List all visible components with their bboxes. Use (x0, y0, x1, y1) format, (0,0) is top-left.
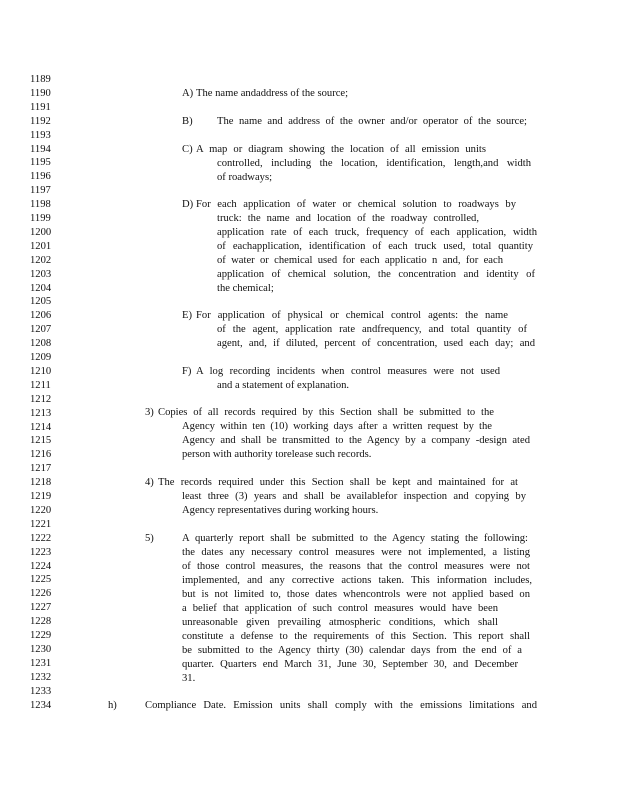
item-e-label: E) (182, 310, 192, 321)
line-number: 1192 (30, 115, 51, 127)
line-number: 1207 (30, 324, 52, 336)
line-number: 1215 (30, 435, 52, 447)
item-f-line-1: A log recording incidents when control measures were not used (196, 366, 500, 377)
line-number: 1227 (30, 602, 52, 614)
para-5-line-6: a belief that application of such control measures would have been (182, 603, 498, 614)
item-d-line-5: of water or chemical used for each applicatio n and, for each (217, 255, 503, 266)
line-number: 1217 (30, 463, 52, 475)
item-d-line-3: application rate of each truck, frequency of each application, width (217, 227, 537, 238)
line-number: 1205 (30, 296, 52, 308)
line-number: 1220 (30, 504, 52, 516)
item-c-label: C) (182, 144, 193, 155)
para-3-line-3: Agency and shall be transmitted to the Agency by a company -design ated (182, 435, 530, 446)
item-e-line-2: of the agent, application rate andfrequency, and total quantity of (217, 324, 527, 335)
item-c-line-1: A map or diagram showing the location of all emission units (196, 144, 486, 155)
line-number: 1195 (30, 157, 51, 169)
line-number: 1218 (30, 477, 52, 489)
line-number: 1221 (30, 518, 52, 530)
line-number: 1190 (30, 87, 51, 99)
item-a-line-1: The name andaddress of the source; (196, 88, 349, 99)
item-f-line-2: and a statement of explanation. (217, 380, 350, 391)
item-b-line-1: The name and address of the owner and/or operator of the source; (217, 116, 527, 127)
item-d-line-1: For each application of water or chemical solution to roadways by (196, 199, 516, 210)
line-number: 1193 (30, 129, 51, 141)
item-a-label: A) (182, 88, 194, 99)
para-4-line-2: least three (3) years and shall be availablefor inspection and copying by (182, 491, 526, 502)
item-c-line-2: controlled, including the location, identification, length,and width (217, 158, 531, 169)
line-number: 1197 (30, 185, 51, 197)
para-3-line-4: person with authority torelease such records. (182, 449, 372, 460)
line-number: 1206 (30, 310, 52, 322)
item-d-line-6: application of chemical solution, the concentration and identity of (217, 269, 535, 280)
line-number: 1200 (30, 226, 52, 238)
item-d-line-7: the chemical; (217, 283, 274, 294)
line-number: 1201 (30, 240, 52, 252)
line-number: 1222 (30, 532, 52, 544)
line-number: 1212 (30, 393, 52, 405)
line-number: 1224 (30, 560, 52, 572)
item-b-label: B) (182, 116, 193, 127)
item-e-line-3: agent, and, if diluted, percent of concentration, used each day; and (217, 338, 535, 349)
line-number: 1189 (30, 74, 51, 85)
item-e-line-1: For application of physical or chemical control agents: the name (196, 310, 508, 321)
para-5-line-3: of those control measures, the reasons that the control measures were not (182, 561, 530, 572)
para-5-line-7: unreasonable given prevailing atmospheric conditions, which shall (182, 617, 498, 628)
para-5-line-2: the dates any necessary control measures were not implemented, a listing (182, 547, 530, 558)
line-number: 1216 (30, 449, 52, 461)
para-5-line-10: quarter. Quarters end March 31, June 30, September 30, and December (182, 659, 518, 670)
para-3-line-1: Copies of all records required by this Section shall be submitted to the (158, 407, 494, 418)
para-4-line-3: Agency representatives during working hours. (182, 505, 379, 516)
line-number: 1226 (30, 588, 52, 600)
line-number: 1210 (30, 365, 52, 377)
line-number: 1233 (30, 685, 52, 697)
line-number: 1229 (30, 630, 52, 641)
line-number: 1214 (30, 421, 52, 433)
para-4-label: 4) (145, 477, 154, 488)
para-h-label: h) (108, 700, 117, 711)
para-3-line-2: Agency within ten (10) working days after a written request by the (182, 421, 492, 432)
para-5-line-8: constitute a defense to the requirements of this Section. This report shall (182, 631, 530, 642)
item-f-label: F) (182, 366, 192, 377)
line-number: 1209 (30, 352, 52, 363)
line-number: 1230 (30, 643, 52, 655)
line-number: 1232 (30, 671, 52, 683)
para-5-line-4: implemented, and any corrective actions taken. This information includes, (182, 575, 532, 586)
para-5-label: 5) (145, 533, 154, 544)
para-5-line-5: but is not limited to, those dates whencontrols were not applied based on (182, 589, 530, 600)
para-h-line-1: Compliance Date. Emission units shall comply with the emissions limitations and (145, 700, 537, 711)
line-number: 1219 (30, 491, 52, 502)
line-number: 1208 (30, 338, 52, 350)
para-4-line-1: The records required under this Section shall be kept and maintained for at (158, 477, 518, 488)
line-number: 1196 (30, 171, 51, 183)
item-d-line-4: of eachapplication, identification of each truck used, total quantity (217, 241, 533, 252)
line-number: 1204 (30, 282, 52, 294)
line-number: 1199 (30, 213, 51, 224)
line-number: 1191 (30, 101, 51, 113)
item-d-line-2: truck: the name and location of the roadway controlled, (217, 213, 479, 224)
line-number: 1202 (30, 254, 52, 266)
line-number: 1225 (30, 574, 52, 586)
line-number: 1213 (30, 407, 52, 419)
line-number: 1231 (30, 657, 52, 669)
item-c-line-3: of roadways; (217, 172, 273, 183)
para-5-line-11: 31. (182, 673, 196, 684)
line-number: 1223 (30, 546, 52, 558)
para-5-line-9: be submitted to the Agency thirty (30) calendar days from the end of a (182, 645, 522, 656)
line-number: 1198 (30, 199, 51, 211)
line-number: 1228 (30, 616, 52, 628)
line-number: 1211 (30, 379, 51, 391)
line-number: 1234 (30, 699, 52, 711)
item-d-label: D) (182, 199, 194, 210)
para-3-label: 3) (145, 407, 154, 418)
line-number: 1194 (30, 143, 51, 155)
line-number: 1203 (30, 268, 52, 280)
para-5-line-1: A quarterly report shall be submitted to the Agency stating the following: (182, 533, 528, 544)
